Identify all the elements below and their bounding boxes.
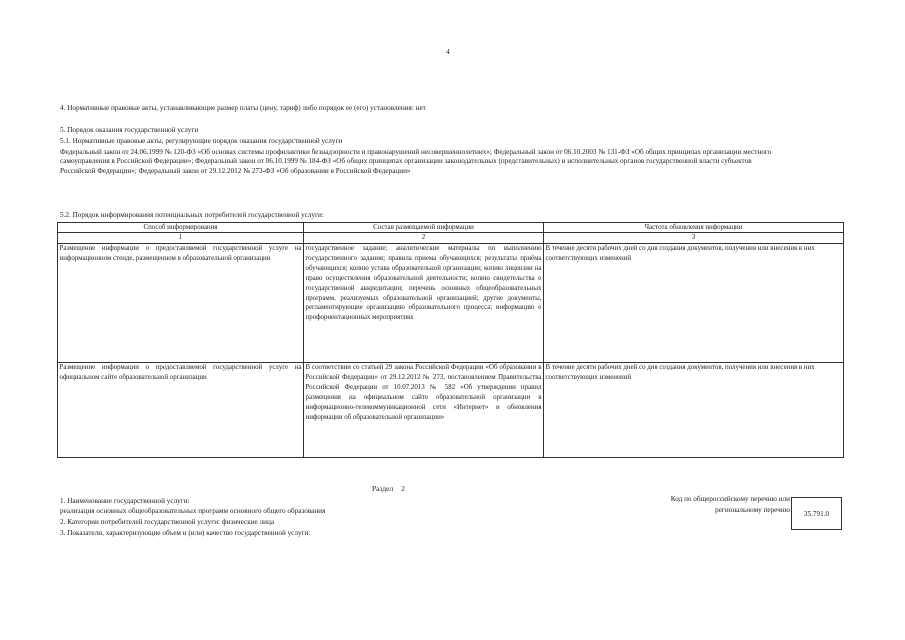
section-4-fees: 4. Нормативные правовые акты, устанавливающие размер платы (цену, тариф) либо порядок ее (его) установления: нет [60,104,426,112]
service-name-value: реализация основных общеобразовательных программ основного общего образования [60,507,326,515]
information-table [57,222,844,458]
column-header: Способ информирования [58,223,304,233]
info-content: государственное задание; аналитические материалы по выполнению государственного задания; правила приема обучающихся; результаты приёма обучающихся; копию устава образовательной организации; копию лицензии на право осуществления образовательной деятельности; копию свидетельства о государственной аккредитации; перечень основных общеобразовательных программ, реализуемых образовательной организацией; другие документы, регламентирующие организацию образовательного процесса; информацию о профориентационных мероприятиях [304,244,544,363]
registry-code-label: Код по общероссийскому перечню или региональному перечню [670,495,790,514]
service-name-label: 1. Наименование государственной услуги: [60,497,190,505]
laws-paragraph: Федеральный закон от 24.06.1999 № 120-ФЗ «Об основах системы профилактики безнадзорности и правонарушений несовершеннолетних»; Федеральный закон от 06.10.2003 № 131-ФЗ «Об общих принципах организации местного самоуправления в Российской Федерации»; Федеральный закон от 06.10.1999 № 184-ФЗ «Об общих принципах организации законодательных (представительных) и исполнительных органов государственной власти субъектов Российской Федерации»; Федеральный закон от 29.12.2012 № 273-ФЗ «Об образовании в Российской Федерации» [60,148,772,175]
info-method: Размещение информации о предоставляемой государственной услуге на официальном сайте образовательной организации [58,363,304,458]
info-frequency: В течение десяти рабочих дней со дня создания документов, получения или внесения в них соответствующих изменений [544,363,844,458]
column-number-row [58,233,844,244]
column-number: 3 [544,233,844,244]
info-method: Размещение информации о предоставляемой государственной услуге на информационном стенде, размещенном в образовательной организации [58,244,304,363]
column-header: Состав размещаемой информации [304,223,544,233]
info-content: В соответствии со статьей 29 закона Российской Федерации «Об образовании в Российской Федерации» от 29.12.2012 № 273, постановлением Правительства Российской Федерации от 10.07.2013 № 582 «Об утверждении правил размещения на официальном сайте образовательной организации в информационно-телекоммуникационной сети «Интернет» и обновления информации об образовательной организации» [304,363,544,458]
page-number: 4 [446,47,450,56]
section-5-1-title: 5.1. Нормативные правовые акты, регулирующие порядок оказания государственной услуги [60,137,343,145]
section-5-2-title: 5.2. Порядок информирования потенциальных потребителей государственной услуги: [60,211,324,219]
consumer-categories: 2. Категории потребителей государственной услуги: физические лица [60,518,275,526]
table-header-row [58,223,844,233]
column-number: 1 [58,233,304,244]
info-frequency: В течение десяти рабочих дней со дня создания документов, получения или внесения в них соответствующих изменений [544,244,844,363]
table-row [58,244,844,363]
indicators-label: 3. Показатели, характеризующие объем и (или) качество государственной услуги: [60,529,311,537]
column-header: Частота обновления информации [544,223,844,233]
section-heading: Раздел 2 [372,484,405,493]
registry-code-box: 35.791.0 [791,497,842,530]
column-number: 2 [304,233,544,244]
section-5-title: 5. Порядок оказания государственной услуги [60,126,199,134]
table-row [58,363,844,458]
